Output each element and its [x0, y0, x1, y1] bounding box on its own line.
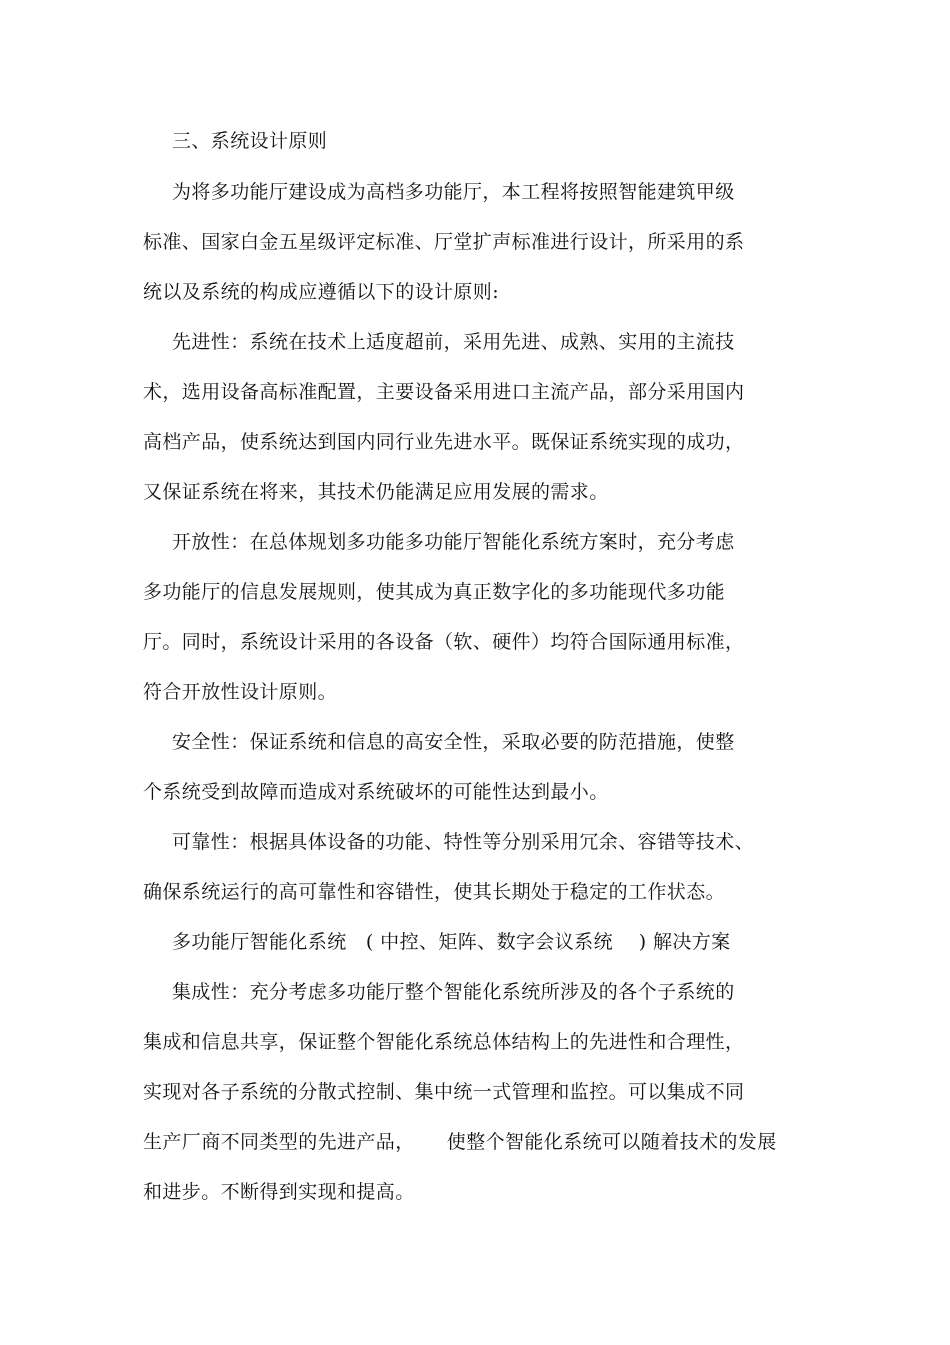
paragraph-line: 安全性：保证系统和信息的高安全性，采取必要的防范措施，使整: [172, 731, 735, 753]
paragraph-line: 可靠性：根据具体设备的功能、特性等分别采用冗余、容错等技术、: [172, 831, 755, 853]
paragraph-line: 和进步。不断得到实现和提高。: [143, 1181, 415, 1203]
paragraph-line: 统以及系统的构成应遵循以下的设计原则:: [143, 281, 500, 303]
paragraph-line: 实现对各子系统的分散式控制、集中统一式管理和监控。可以集成不同: [143, 1081, 745, 1103]
paragraph-line: 开放性：在总体规划多功能多功能厅智能化系统方案时，充分考虑: [172, 531, 735, 553]
paragraph-line: 为将多功能厅建设成为高档多功能厅，本工程将按照智能建筑甲级: [172, 181, 735, 203]
section-heading: 三、系统设计原则: [172, 130, 328, 152]
paragraph-line: 多功能厅智能化系统 ( 中控、矩阵、数字会议系统 ) 解决方案: [172, 931, 731, 953]
paragraph-line: 多功能厅的信息发展规则，使其成为真正数字化的多功能现代多功能: [143, 581, 726, 603]
paragraph-line: 又保证系统在将来，其技术仍能满足应用发展的需求。: [143, 481, 609, 503]
paragraph-line: 生产厂商不同类型的先进产品， 使整个智能化系统可以随着技术的发展: [143, 1131, 777, 1153]
paragraph-line: 厅。同时，系统设计采用的各设备（软、硬件）均符合国际通用标准，: [143, 631, 745, 653]
paragraph-line: 个系统受到故障而造成对系统破坏的可能性达到最小。: [143, 781, 609, 803]
paragraph-line: 符合开放性设计原则。: [143, 681, 338, 703]
paragraph-line: 确保系统运行的高可靠性和容错性，使其长期处于稳定的工作状态。: [143, 881, 726, 903]
paragraph-line: 先进性：系统在技术上适度超前，采用先进、成熟、实用的主流技: [172, 331, 735, 353]
paragraph-line: 高档产品，使系统达到国内同行业先进水平。既保证系统实现的成功，: [143, 431, 745, 453]
paragraph-line: 术，选用设备高标准配置，主要设备采用进口主流产品，部分采用国内: [143, 381, 745, 403]
paragraph-line: 标准、国家白金五星级评定标准、厅堂扩声标准进行设计，所采用的系: [143, 231, 745, 253]
paragraph-line: 集成性：充分考虑多功能厅整个智能化系统所涉及的各个子系统的: [172, 981, 735, 1003]
paragraph-line: 集成和信息共享，保证整个智能化系统总体结构上的先进性和合理性，: [143, 1031, 745, 1053]
